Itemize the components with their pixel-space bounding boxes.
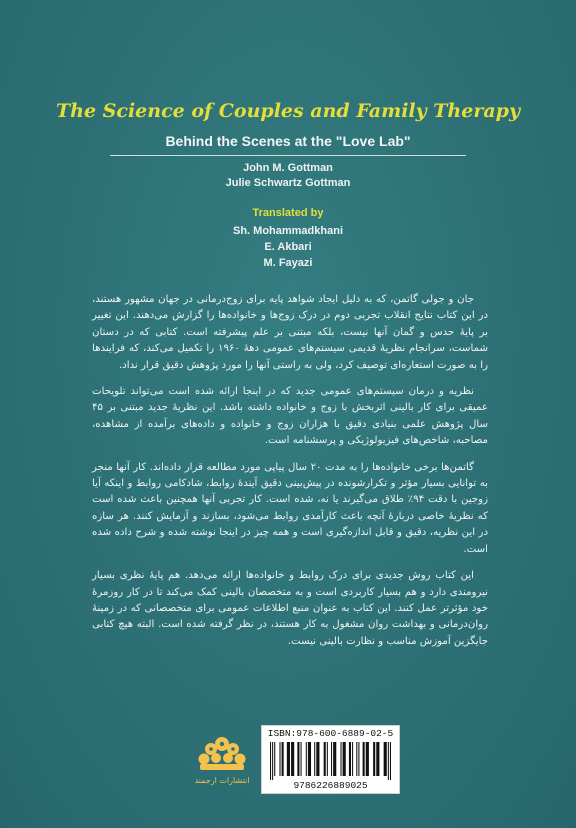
translator-name: E. Akbari: [264, 241, 312, 253]
barcode-bar: [349, 742, 351, 776]
translators-block: [0, 223, 576, 271]
barcode-bar: [274, 742, 275, 776]
barcode-bar: [343, 742, 346, 776]
barcode-bar: [356, 742, 357, 776]
barcode-bar: [287, 742, 290, 776]
barcode-bar: [306, 742, 307, 776]
barcode-bar: [358, 742, 359, 776]
barcode-bar: [279, 742, 280, 776]
blurb-paragraph: این کتاب روش جدیدی برای درک روابط و خانواده‌ها ارائه می‌دهد. هم پایهٔ نظری بسیار نیرومندی دارد و هم بسیار کاربردی است و به متخصصان بالینی کمک می‌کند تا در کار روزمرهٔ خود مؤثرتر عمل کنند. این کتاب به عنوان منبع اطلاعات عمومی برای متخصصانی که در زمینهٔ روان‌درمانی و بهداشت روان مشغول به کار هستند، در نظر گرفته شده است. البته هیچ کتابی جایگزین آموزش مناسب و نظارت بالینی نیست.: [92, 570, 488, 647]
barcode-bar: [373, 742, 375, 776]
translated-by-label: Translated by: [252, 207, 324, 219]
barcode-bar: [314, 742, 315, 776]
author-name: Julie Schwartz Gottman: [225, 177, 351, 189]
blurb-paragraph: نظریه و درمان سیستم‌های عمومی جدید که در اینجا ارائه شده است می‌تواند تلویحات عمیقی برای کار بالینی اثربخش با زوج و خانواده داشته باشد. این نظریهٔ جدید مبتنی بر ۴۵ سال پژوهش علمی بنیادی دقیق با هزاران زوج و خانواده و داده‌های برآمده از مشاهده، مصاحبه، شاخص‌های فیزیولوژیکی و پرسشنامه است.: [92, 386, 488, 447]
translator-name: M. Fayazi: [263, 257, 313, 269]
title-divider: [110, 155, 466, 156]
barcode-bar: [390, 742, 391, 780]
barcode-bar: [388, 742, 389, 780]
barcode-bar: [272, 742, 273, 780]
barcode-bar: [363, 742, 365, 776]
barcode-bar: [331, 742, 332, 776]
barcode-bar: [270, 742, 271, 780]
blurb-text: [92, 292, 488, 660]
blurb-paragraph: گاتمن‌ها برخی خانواده‌ها را به مدت ۲۰ سال پیاپی مورد مطالعه قرار داده‌اند. کار آنها منجر به توانایی بسیار مؤثر و تکرارشونده در پیش‌بینی دقیق آیندهٔ روابط، شادکامی روابط و اینکه آیا زوجین با دقت ۹۴٪ طلاق می‌گیرند یا نه، شده است. کار تجربی آنها همچنین باعث شده است که نظریهٔ خاصی دربارهٔ آنچه باعث کارآمدی روابط می‌شود، بسازند و آزمایش کنند. هر سازه در این نظریه، دقیق و قابل اندازه‌گیری است و همه چیز در اینجا نوشته شده و شرح داده شده است.: [92, 461, 489, 555]
barcode-bar: [297, 742, 299, 776]
barcode-bar: [327, 742, 328, 776]
publisher-name: انتشارات ارجمند: [194, 776, 250, 785]
barcode-bar: [301, 742, 302, 776]
book-title: The Science of Couples and Family Therapy: [56, 100, 520, 122]
barcode-bar: [291, 742, 294, 776]
author-name: John M. Gottman: [243, 162, 333, 174]
barcode-bar: [376, 742, 379, 776]
barcode-bar: [366, 742, 369, 776]
authors-block: [0, 161, 576, 191]
barcode-bar: [384, 742, 387, 776]
isbn-text: ISBN:978-600-6889-02-5: [267, 728, 394, 739]
blurb-paragraph: جان و جولی گاتمن، که به دلیل ایجاد شواهد پایه برای زوج‌درمانی در جهان مشهور هستند، در این کتاب نتایج انقلاب تجربی دوم در درک زوج‌ها و خانواده‌ها را گزارش می‌دهند. این تغییر بر پایهٔ حدس و گمان آنها نیست، بلکه مبتنی بر علم پیشرفته است. کتابی که در دستان شماست، سرانجام نظریهٔ قدیمی سیستم‌های عمومی دههٔ ۱۹۶۰ را تکمیل می‌کند، که فرایندها را به صورت استعاره‌ای توصیف کرد، ولی به راستی آنها را مورد پژوهش دقیق قرار نداد.: [92, 294, 488, 371]
barcode-bar: [340, 742, 341, 776]
barcode-icon: [270, 742, 391, 780]
barcode-bar: [308, 742, 311, 776]
barcode-number: 9786226889025: [293, 780, 368, 791]
barcode-bar: [324, 742, 326, 776]
book-subtitle: Behind the Scenes at the "Love Lab": [165, 133, 411, 149]
barcode-label: [261, 725, 400, 794]
barcode-bar: [282, 742, 284, 776]
barcode-bar: [333, 742, 336, 776]
barcode-bar: [352, 742, 353, 776]
translator-name: Sh. Mohammadkhani: [232, 225, 344, 237]
barcode-bar: [316, 742, 319, 776]
